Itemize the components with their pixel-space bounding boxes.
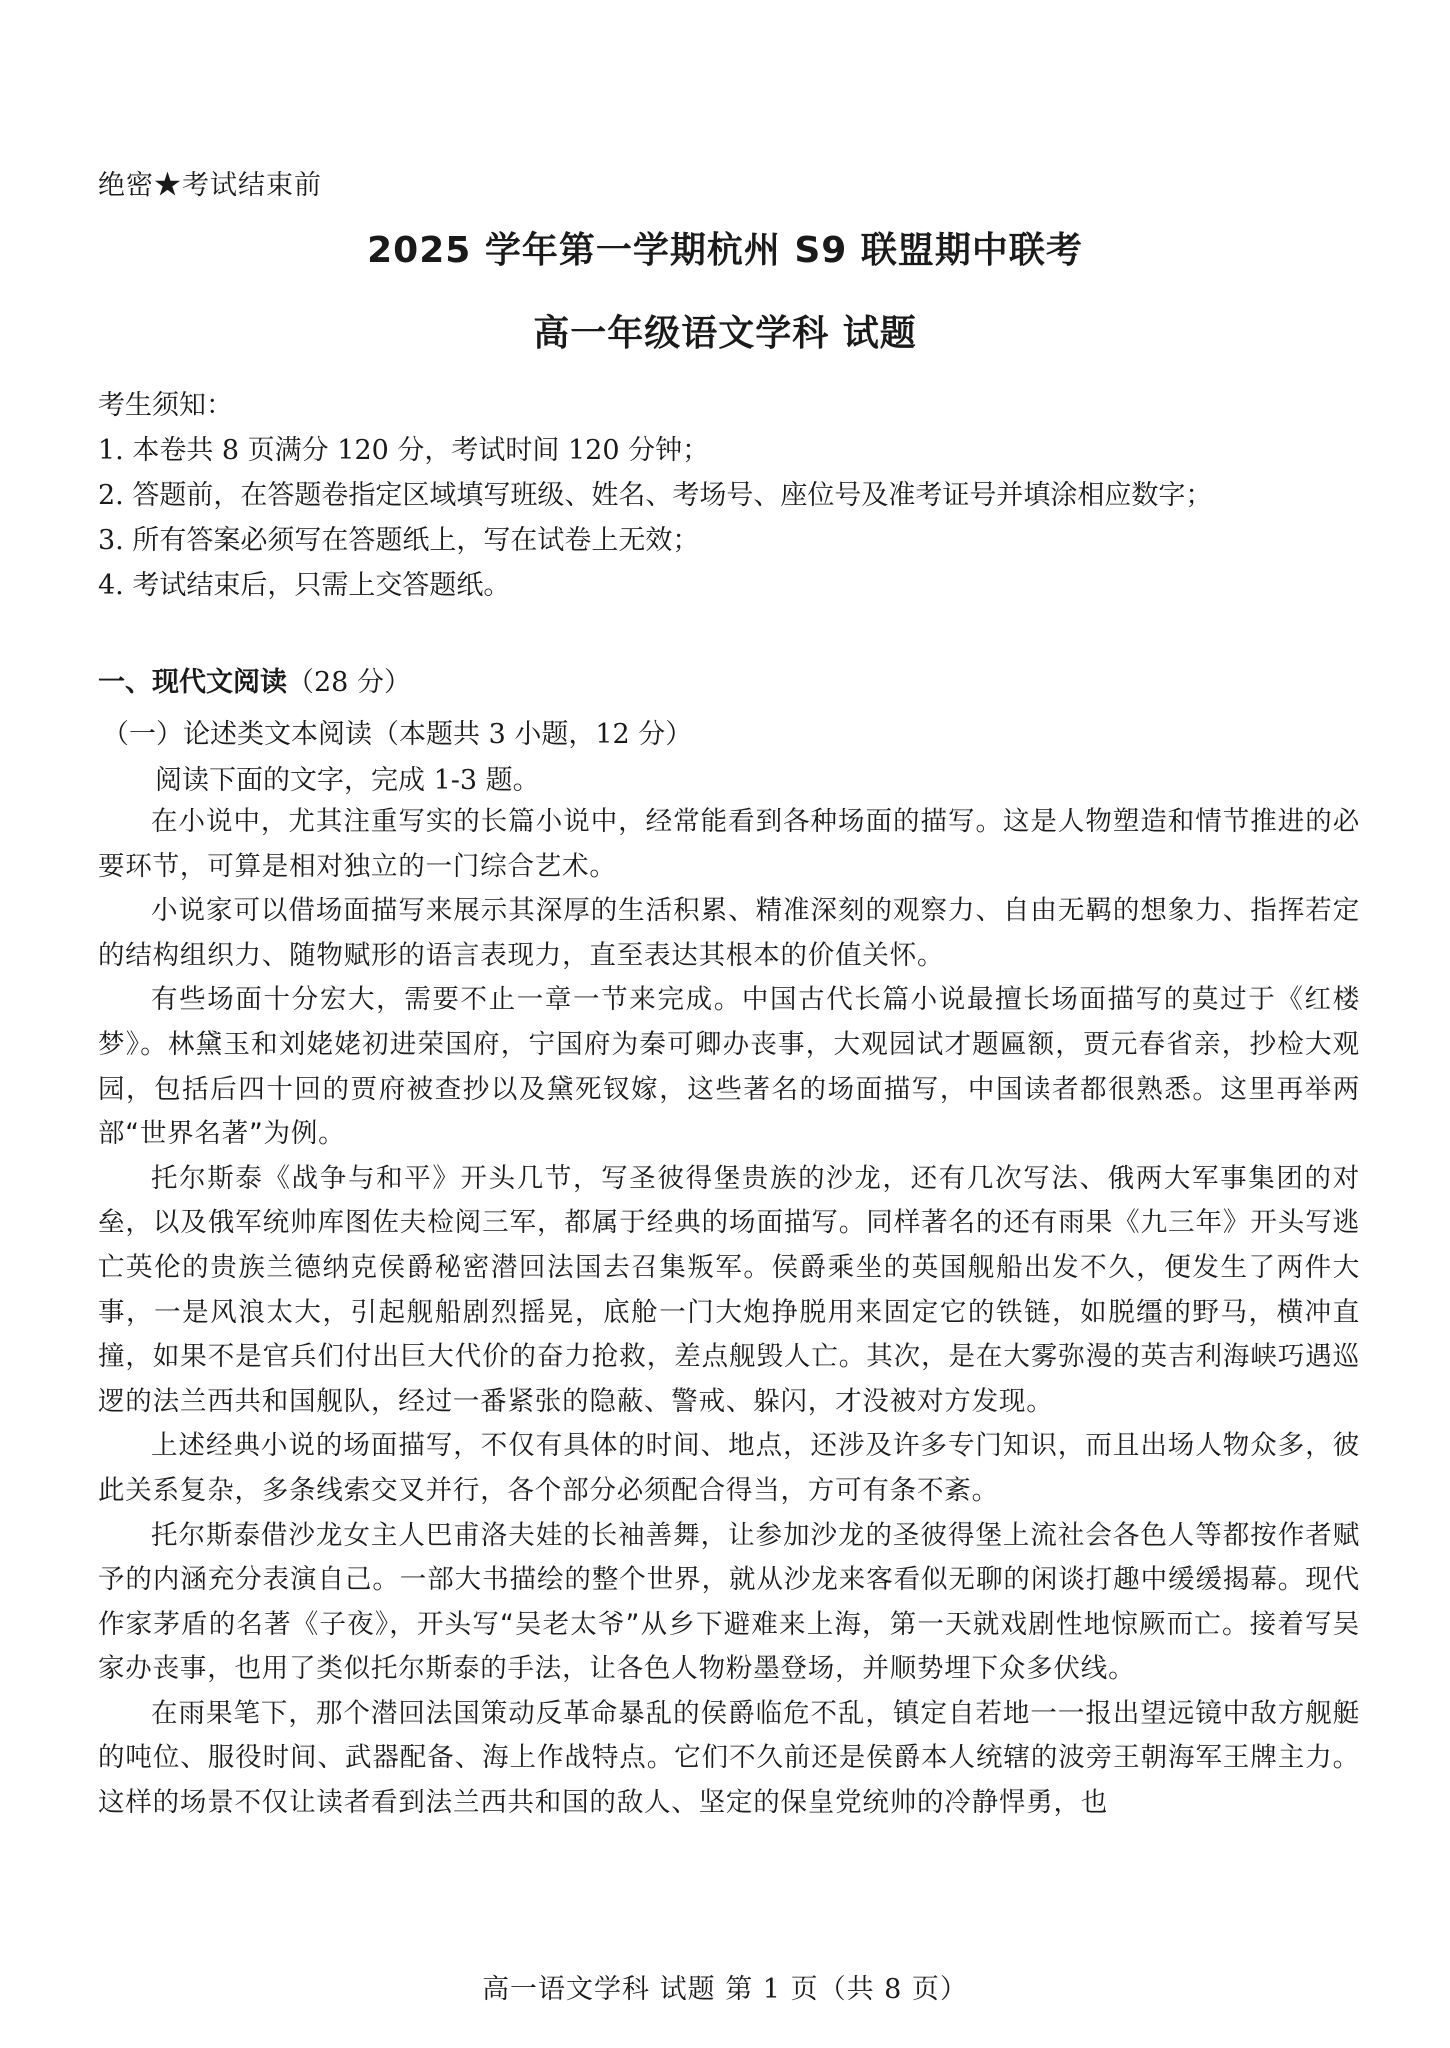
reading-passage [98,800,1360,1826]
notice-item: 2. 答题前，在答题卷指定区域填写班级、姓名、考场号、座位号及准考证号并填涂相应数字； [98,480,1213,511]
section-heading [98,660,411,699]
notice-item: 1. 本卷共 8 页满分 120 分，考试时间 120 分钟； [98,435,710,466]
passage-paragraph: 托尔斯泰借沙龙女主人巴甫洛夫娃的长袖善舞，让参加沙龙的圣彼得堡上流社会各色人等都按作者赋予的内涵充分表演自己。一部大书描绘的整个世界，就从沙龙来客看似无聊的闲谈打趣中缓缓揭幕。现代作家茅盾的名著《子夜》，开头写“吴老太爷”从乡下避难来上海，第一天就戏剧性地惊厥而亡。接着写吴家办丧事，也用了类似托尔斯泰的手法，让各色人物粉墨登场，并顺势埋下众多伏线。 [98,1519,1360,1685]
passage-paragraph: 小说家可以借场面描写来展示其深厚的生活积累、精准深刻的观察力、自由无羁的想象力、指挥若定的结构组织力、随物赋形的语言表现力，直至表达其根本的价值关怀。 [98,895,1360,971]
subsection-heading: （一）论述类文本阅读（本题共 3 小题，12 分） [102,719,693,750]
passage-paragraph: 在雨果笔下，那个潜回法国策动反革命暴乱的侯爵临危不乱，镇定自若地一一报出望远镜中敌方舰艇的吨位、服役时间、武器配备、海上作战特点。它们不久前还是侯爵本人统辖的波旁王朝海军王牌主力。这样的场景不仅让读者看到法兰西共和国的敌人、坚定的保皇党统帅的冷静悍勇，也 [98,1697,1360,1819]
passage-paragraph: 有些场面十分宏大，需要不止一章一节来完成。中国古代长篇小说最擅长场面描写的莫过于《红楼梦》。林黛玉和刘姥姥初进荣国府，宁国府为秦可卿办丧事，大观园试才题匾额，贾元春省亲，抄检大观园，包括后四十回的贾府被查抄以及黛死钗嫁，这些著名的场面描写，中国读者都很熟悉。这里再举两部“世界名著”为例。 [98,984,1360,1150]
page-footer: 高一语文学科 试题 第 1 页（共 8 页） [482,1974,968,2005]
reading-instruction: 阅读下面的文字，完成 1-3 题。 [155,765,540,796]
exam-subtitle: 高一年级语文学科 试题 [533,313,917,354]
notice-heading: 考生须知： [98,390,233,421]
section-score: （28 分） [287,667,411,698]
passage-paragraph: 托尔斯泰《战争与和平》开头几节，写圣彼得堡贵族的沙龙，还有几次写法、俄两大军事集团的对垒，以及俄军统帅库图佐夫检阅三军，都属于经典的场面描写。同样著名的还有雨果《九三年》开头写逃亡英伦的贵族兰德纳克侯爵秘密潜回法国去召集叛军。侯爵乘坐的英国舰船出发不久，便发生了两件大事，一是风浪太大，引起舰船剧烈摇晃，底舱一门大炮挣脱用来固定它的铁链，如脱缰的野马，横冲直撞，如果不是官兵们付出巨大代价的奋力抢救，差点舰毁人亡。其次，是在大雾弥漫的英吉利海峡巧遇巡逻的法兰西共和国舰队，经过一番紧张的隐蔽、警戒、躲闪，才没被对方发现。 [98,1162,1360,1417]
section-heading-text: 一、现代文阅读 [98,667,287,698]
exam-title: 2025 学年第一学期杭州 S9 联盟期中联考 [367,230,1083,271]
candidate-notice [98,383,1358,608]
notice-item: 3. 所有答案必须写在答题纸上，写在试卷上无效； [98,525,700,556]
passage-paragraph: 上述经典小说的场面描写，不仅有具体的时间、地点，还涉及许多专门知识，而且出场人物众多，彼此关系复杂，多条线索交叉并行，各个部分必须配合得当，方可有条不紊。 [98,1430,1360,1506]
notice-item: 4. 考试结束后，只需上交答题纸。 [98,570,511,601]
passage-paragraph: 在小说中，尤其注重写实的长篇小说中，经常能看到各种场面的描写。这是人物塑造和情节推进的必要环节，可算是相对独立的一门综合艺术。 [98,806,1360,882]
classification-label: 绝密★考试结束前 [98,170,322,201]
